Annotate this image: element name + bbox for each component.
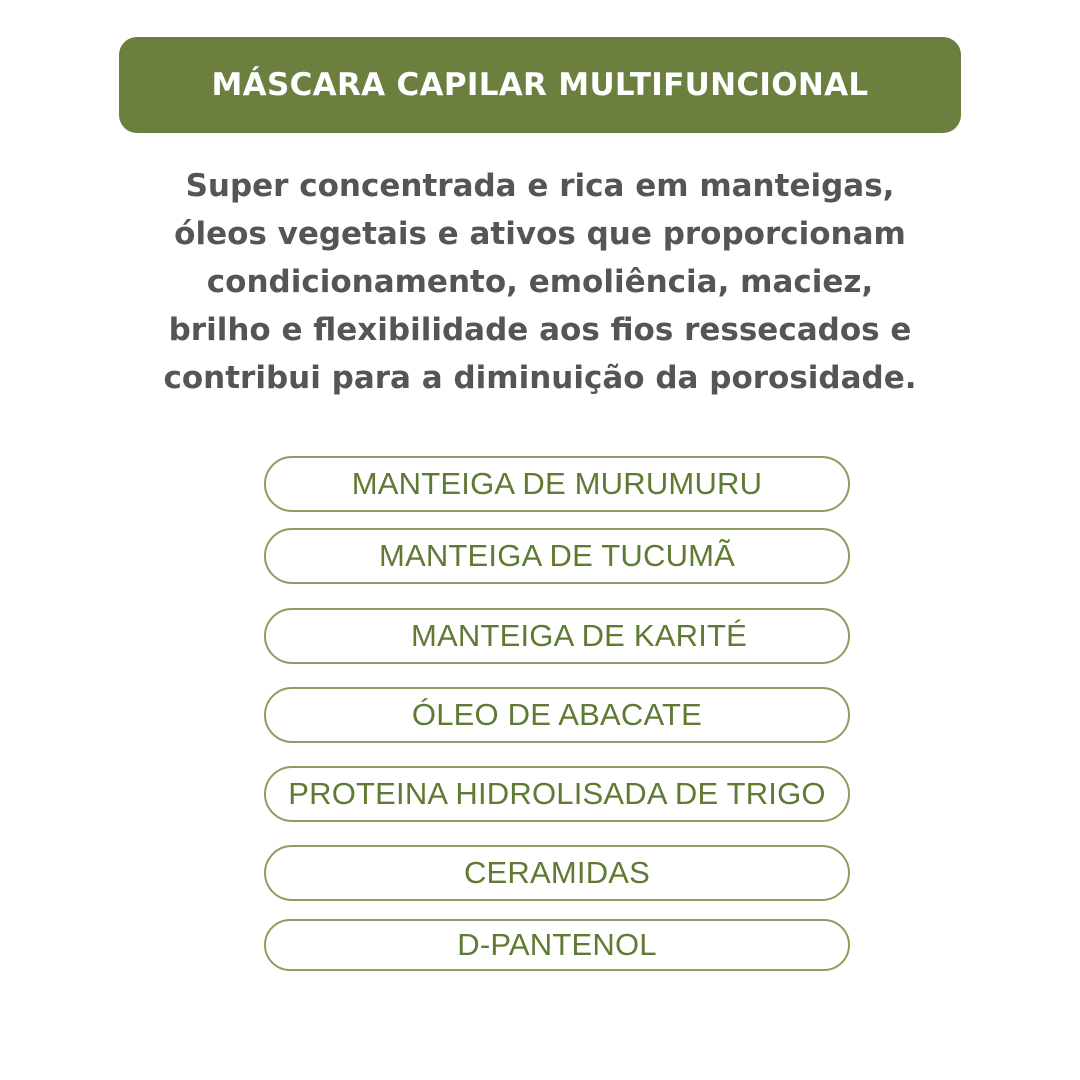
ingredient-label: ÓLEO DE ABACATE	[411, 697, 703, 732]
ingredient-label: MANTEIGA DE KARITÉ	[410, 618, 748, 653]
ingredient-label: MANTEIGA DE TUCUMÃ	[378, 538, 736, 573]
ingredient-pill-d-pantenol	[264, 919, 850, 971]
ingredient-label: PROTEINA HIDROLISADA DE TRIGO	[288, 776, 826, 811]
ingredient-pill-tucuma	[264, 528, 850, 584]
ingredient-label: CERAMIDAS	[463, 855, 651, 890]
product-description	[90, 162, 990, 402]
description-line: contribui para a diminuição da porosidade.	[163, 360, 917, 396]
description-line: brilho e flexibilidade aos fios ressecados e	[168, 312, 912, 348]
page-title: MÁSCARA CAPILAR MULTIFUNCIONAL	[211, 67, 869, 103]
ingredient-pill-murumuru	[264, 456, 850, 512]
description-line: óleos vegetais e ativos que proporcionam	[174, 216, 906, 252]
title-banner	[119, 37, 961, 133]
description-line: condicionamento, emoliência, maciez,	[206, 264, 874, 300]
ingredient-label: D-PANTENOL	[457, 927, 657, 962]
ingredient-pill-trigo	[264, 766, 850, 822]
ingredient-pill-ceramidas	[264, 845, 850, 901]
ingredient-pill-karite	[264, 608, 850, 664]
ingredient-pill-abacate	[264, 687, 850, 743]
description-line: Super concentrada e rica em manteigas,	[185, 168, 895, 204]
ingredient-label: MANTEIGA DE MURUMURU	[351, 466, 763, 501]
